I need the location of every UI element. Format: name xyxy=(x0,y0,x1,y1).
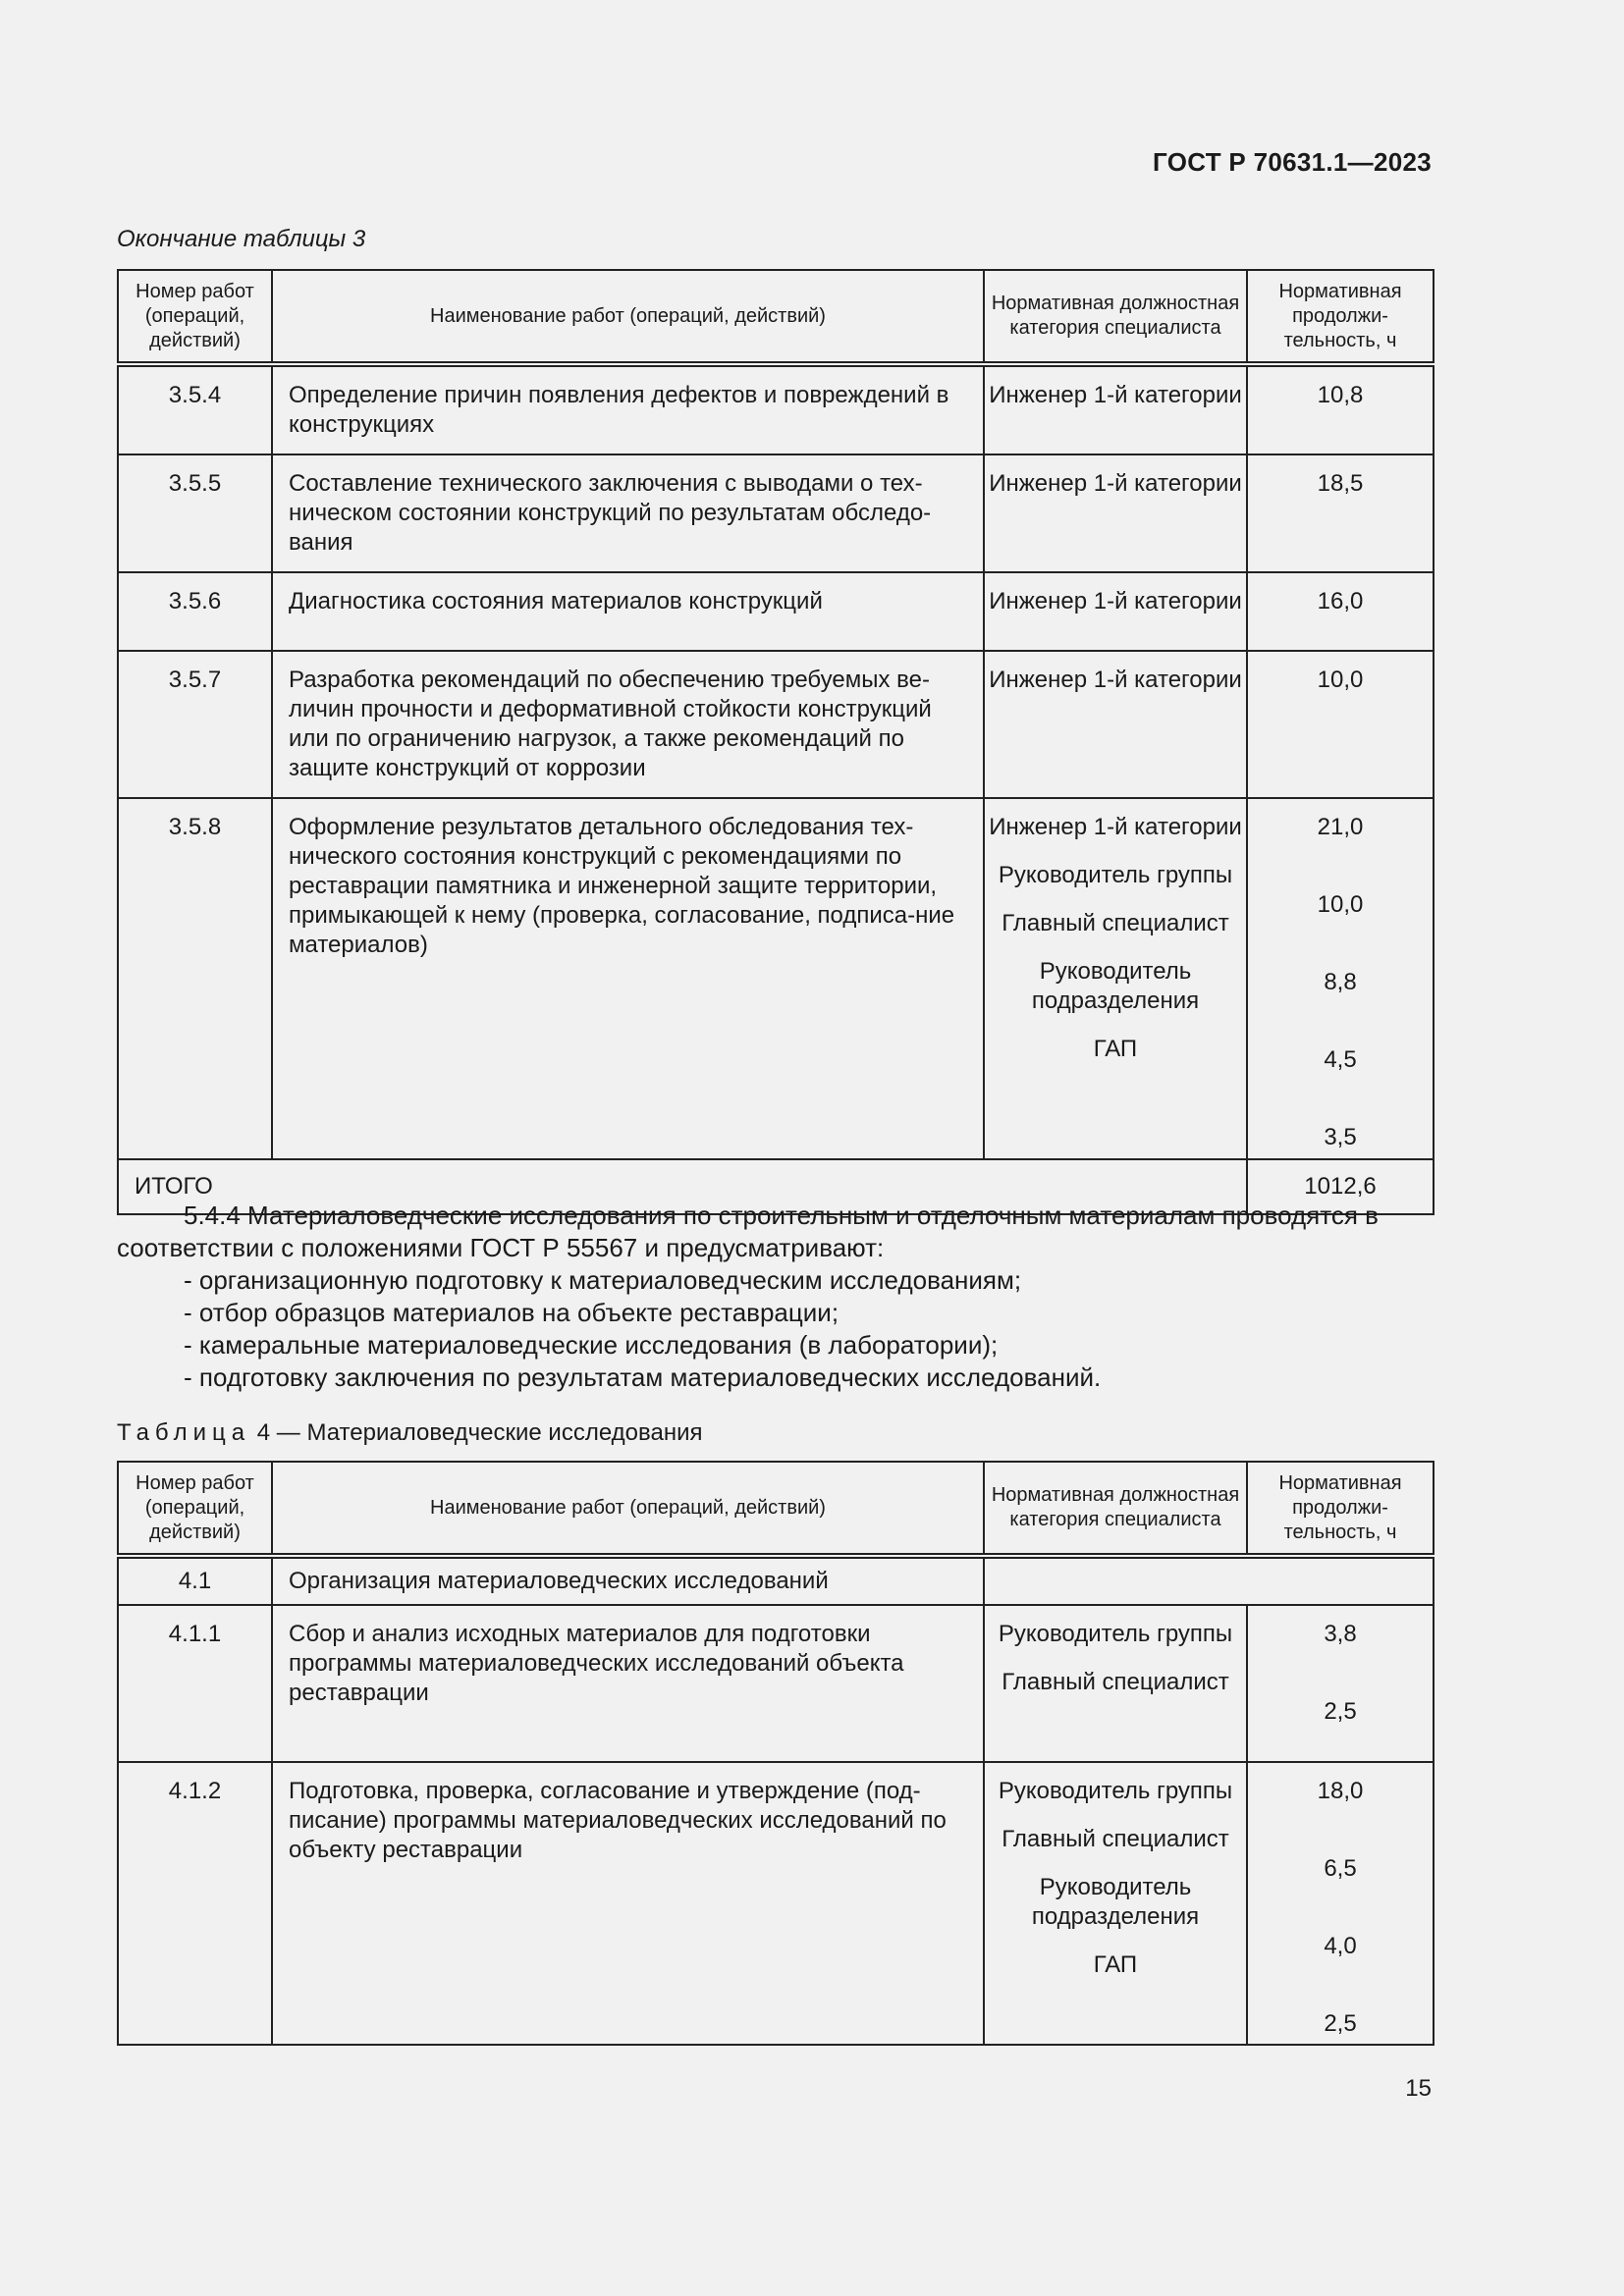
row-num: 3.5.8 xyxy=(118,798,272,1159)
row-duration: 3,8 xyxy=(1324,1621,1357,1647)
table-row xyxy=(118,1762,1434,2045)
row-num: 3.5.7 xyxy=(118,651,272,798)
row-categories xyxy=(984,651,1247,798)
row-num: 4.1.2 xyxy=(118,1762,272,2045)
row-categories xyxy=(984,572,1247,651)
table-row xyxy=(118,798,1434,1159)
table4 xyxy=(117,1461,1435,2046)
page-number: 15 xyxy=(1405,2075,1432,2102)
row-durations xyxy=(1247,1605,1434,1762)
col-header-duration: Нормативная продолжи-тельность, ч xyxy=(1247,270,1434,364)
row-category: Руководитель подразделения xyxy=(1031,958,1200,1014)
row-category: Инженер 1-й категории xyxy=(989,667,1242,693)
row-duration: 10,0 xyxy=(1317,667,1364,693)
col-header-num: Номер работ (операций, действий) xyxy=(118,1462,272,1556)
total-label: ИТОГО xyxy=(118,1159,1247,1214)
row-duration: 2,5 xyxy=(1324,1698,1357,1725)
table3-header-row xyxy=(118,270,1434,364)
table3 xyxy=(117,269,1435,1215)
table-row xyxy=(118,572,1434,651)
row-categories xyxy=(984,364,1247,454)
table-group-row xyxy=(118,1556,1434,1605)
row-category: ГАП xyxy=(1093,1951,1138,1978)
row-duration: 18,0 xyxy=(1317,1778,1364,1804)
row-category: Руководитель группы xyxy=(998,1778,1233,1804)
table4-header-row xyxy=(118,1462,1434,1556)
row-categories xyxy=(984,798,1247,1159)
group-empty-cell xyxy=(984,1556,1434,1605)
row-category: Инженер 1-й категории xyxy=(989,470,1242,497)
bullet-item: - камеральные материаловедческие исследования (в лаборатории); xyxy=(184,1330,999,1360)
bullet-item: - подготовку заключения по результатам материаловедческих исследований. xyxy=(184,1362,1102,1392)
group-num: 4.1 xyxy=(118,1556,272,1605)
row-categories xyxy=(984,1762,1247,2045)
row-category: Руководитель группы xyxy=(998,1621,1233,1647)
row-category: ГАП xyxy=(1093,1036,1138,1062)
row-durations xyxy=(1247,798,1434,1159)
row-duration: 18,5 xyxy=(1317,470,1364,497)
table-row xyxy=(118,1605,1434,1762)
document-code: ГОСТ Р 70631.1—2023 xyxy=(1153,147,1432,177)
row-duration: 4,0 xyxy=(1324,1933,1357,1959)
table4-caption xyxy=(117,1419,702,1447)
bullet-item: - организационную подготовку к материаловедческим исследованиям; xyxy=(184,1265,1022,1295)
row-category: Инженер 1-й категории xyxy=(989,382,1242,408)
row-name: Определение причин появления дефектов и повреждений в конструкциях xyxy=(272,364,984,454)
row-duration: 10,0 xyxy=(1317,891,1364,918)
section-lead: 5.4.4 Материаловедческие исследования по строительным и отделочным материалам проводятся в соответствии с положениями ГОСТ Р 55567 и предусматривают: xyxy=(117,1201,1379,1262)
row-duration: 21,0 xyxy=(1317,814,1364,840)
row-durations xyxy=(1247,364,1434,454)
row-durations xyxy=(1247,1762,1434,2045)
row-duration: 8,8 xyxy=(1324,969,1357,995)
table4-caption-title: 4 — Материаловедческие исследования xyxy=(250,1419,703,1446)
row-name: Подготовка, проверка, согласование и утверждение (под-писание) программы материаловедческих исследований по объекту реставрации xyxy=(272,1762,984,2045)
table-row xyxy=(118,651,1434,798)
row-name: Разработка рекомендаций по обеспечению требуемых ве-личин прочности и деформативной стойкости конструкций или по ограничению нагрузок, а также рекомендаций по защите конструкций от коррозии xyxy=(272,651,984,798)
row-name: Диагностика состояния материалов конструкций xyxy=(272,572,984,651)
row-category: Главный специалист xyxy=(1001,1669,1229,1695)
row-duration: 3,5 xyxy=(1324,1124,1357,1150)
row-num: 3.5.5 xyxy=(118,454,272,572)
row-num: 4.1.1 xyxy=(118,1605,272,1762)
row-categories xyxy=(984,454,1247,572)
row-duration: 4,5 xyxy=(1324,1046,1357,1073)
row-duration: 6,5 xyxy=(1324,1855,1357,1882)
row-category: Инженер 1-й категории xyxy=(989,588,1242,614)
row-category: Инженер 1-й категории xyxy=(989,814,1242,840)
table-row xyxy=(118,454,1434,572)
row-num: 3.5.6 xyxy=(118,572,272,651)
col-header-name: Наименование работ (операций, действий) xyxy=(272,270,984,364)
row-name: Сбор и анализ исходных материалов для подготовки программы материаловедческих исследований объекта реставрации xyxy=(272,1605,984,1762)
row-categories xyxy=(984,1605,1247,1762)
row-durations xyxy=(1247,454,1434,572)
table4-caption-prefix: Таблица xyxy=(117,1419,251,1446)
bullet-item: - отбор образцов материалов на объекте реставрации; xyxy=(184,1298,839,1327)
row-category: Руководитель подразделения xyxy=(1031,1874,1200,1930)
row-category: Главный специалист xyxy=(1001,1826,1229,1852)
group-name: Организация материаловедческих исследований xyxy=(272,1556,984,1605)
table3-caption: Окончание таблицы 3 xyxy=(117,226,366,252)
col-header-duration: Нормативная продолжи-тельность, ч xyxy=(1247,1462,1434,1556)
row-durations xyxy=(1247,651,1434,798)
row-num: 3.5.4 xyxy=(118,364,272,454)
row-name: Оформление результатов детального обследования тех-нического состояния конструкций с рекомендациями по реставрации памятника и инженерной защите территории, примыкающей к нему (проверка, согласование, подписа-ние материалов) xyxy=(272,798,984,1159)
row-duration: 10,8 xyxy=(1317,382,1364,408)
col-header-name: Наименование работ (операций, действий) xyxy=(272,1462,984,1556)
col-header-num: Номер работ (операций, действий) xyxy=(118,270,272,364)
section-5-4-4 xyxy=(117,1200,1433,1394)
row-durations xyxy=(1247,572,1434,651)
col-header-category: Нормативная должностная категория специалиста xyxy=(984,1462,1247,1556)
row-duration: 2,5 xyxy=(1324,2010,1357,2037)
total-value: 1012,6 xyxy=(1247,1159,1434,1214)
row-duration: 16,0 xyxy=(1317,588,1364,614)
row-category: Главный специалист xyxy=(1001,910,1229,936)
row-name: Составление технического заключения с выводами о тех-ническом состоянии конструкций по результатам обследо-вания xyxy=(272,454,984,572)
table-row xyxy=(118,364,1434,454)
col-header-category: Нормативная должностная категория специалиста xyxy=(984,270,1247,364)
row-category: Руководитель группы xyxy=(998,862,1233,888)
